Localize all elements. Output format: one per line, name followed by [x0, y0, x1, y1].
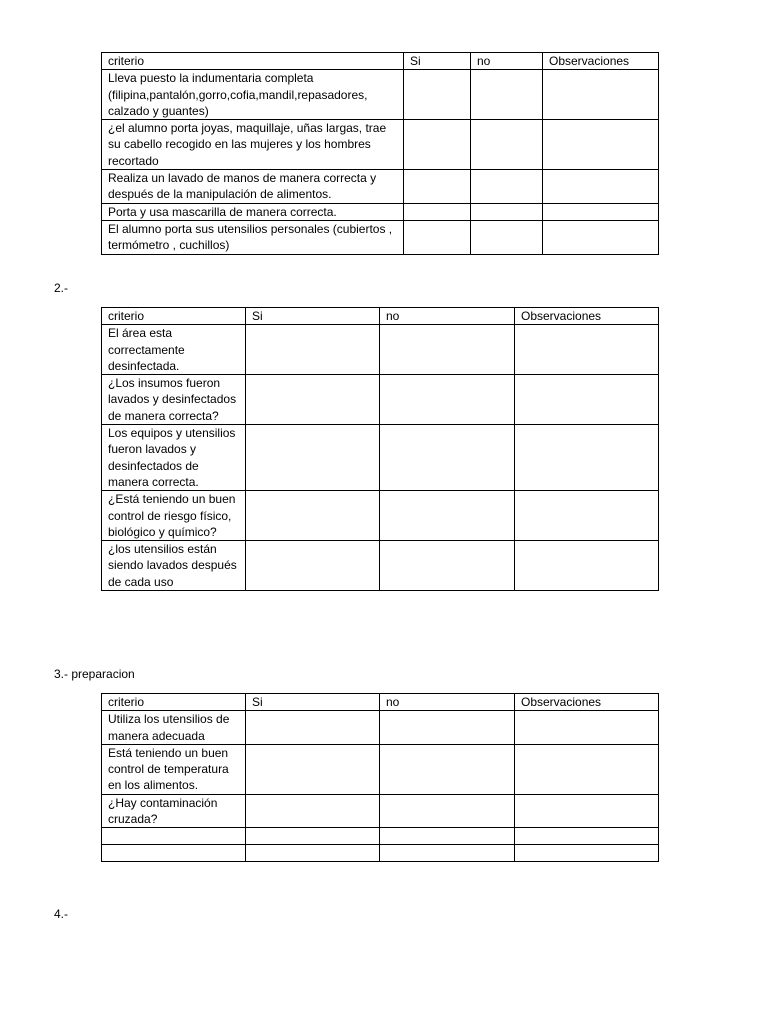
si-cell[interactable]: [246, 711, 380, 745]
observaciones-cell[interactable]: [543, 120, 659, 170]
header-observaciones: Observaciones: [543, 53, 659, 70]
header-observaciones: Observaciones: [515, 308, 659, 325]
no-cell[interactable]: [380, 541, 515, 591]
table-row: [102, 70, 659, 120]
observaciones-cell[interactable]: [515, 711, 659, 745]
no-cell[interactable]: [380, 828, 515, 845]
no-cell[interactable]: [380, 425, 515, 491]
header-no: no: [380, 694, 515, 711]
table-row: [102, 170, 659, 204]
no-cell[interactable]: [380, 744, 515, 794]
no-cell[interactable]: [471, 70, 543, 120]
evaluation-table-1: [101, 52, 659, 255]
observaciones-cell[interactable]: [515, 828, 659, 845]
criterion-cell: ¿Los insumos fueron lavados y desinfectados de manera correcta?: [102, 375, 246, 425]
si-cell[interactable]: [246, 425, 380, 491]
no-cell[interactable]: [380, 375, 515, 425]
criterion-cell: Lleva puesto la indumentaria completa (filipina,pantalón,gorro,cofia,mandil,repasadores, calzado y guantes): [102, 70, 404, 120]
no-cell[interactable]: [471, 170, 543, 204]
header-observaciones: Observaciones: [515, 694, 659, 711]
table-row: [102, 744, 659, 794]
table-header-row: [102, 53, 659, 70]
observaciones-cell[interactable]: [515, 425, 659, 491]
si-cell[interactable]: [246, 794, 380, 828]
criterion-cell: ¿Hay contaminación cruzada?: [102, 794, 246, 828]
table-row: [102, 203, 659, 220]
table-row: [102, 828, 659, 845]
no-cell[interactable]: [471, 120, 543, 170]
table-row: [102, 711, 659, 745]
table-row: [102, 425, 659, 491]
no-cell[interactable]: [471, 203, 543, 220]
no-cell[interactable]: [380, 845, 515, 862]
header-criterio: criterio: [102, 53, 404, 70]
observaciones-cell[interactable]: [515, 541, 659, 591]
si-cell[interactable]: [404, 70, 471, 120]
header-si: Si: [404, 53, 471, 70]
observaciones-cell[interactable]: [543, 70, 659, 120]
si-cell[interactable]: [246, 744, 380, 794]
observaciones-cell[interactable]: [515, 744, 659, 794]
criterion-cell: [102, 845, 246, 862]
table-header-row: [102, 308, 659, 325]
section-label-3: 3.- preparacion: [54, 667, 135, 681]
table-row: [102, 845, 659, 862]
no-cell[interactable]: [380, 794, 515, 828]
table-row: [102, 325, 659, 375]
section-label-4: 4.-: [54, 907, 69, 921]
si-cell[interactable]: [404, 120, 471, 170]
criterion-cell: ¿el alumno porta joyas, maquillaje, uñas largas, trae su cabello recogido en las mujeres y los hombres recortado: [102, 120, 404, 170]
header-criterio: criterio: [102, 694, 246, 711]
si-cell[interactable]: [246, 828, 380, 845]
evaluation-table-2: [101, 307, 659, 591]
no-cell[interactable]: [380, 325, 515, 375]
si-cell[interactable]: [246, 541, 380, 591]
criterion-cell: [102, 828, 246, 845]
table-row: [102, 220, 659, 254]
si-cell[interactable]: [404, 220, 471, 254]
criterion-cell: Porta y usa mascarilla de manera correcta.: [102, 203, 404, 220]
criterion-cell: El área esta correctamente desinfectada.: [102, 325, 246, 375]
si-cell[interactable]: [404, 203, 471, 220]
si-cell[interactable]: [246, 845, 380, 862]
no-cell[interactable]: [380, 491, 515, 541]
header-si: Si: [246, 308, 380, 325]
no-cell[interactable]: [380, 711, 515, 745]
criterion-cell: Utiliza los utensilios de manera adecuada: [102, 711, 246, 745]
observaciones-cell[interactable]: [515, 491, 659, 541]
si-cell[interactable]: [246, 491, 380, 541]
table-row: [102, 794, 659, 828]
si-cell[interactable]: [404, 170, 471, 204]
observaciones-cell[interactable]: [515, 325, 659, 375]
no-cell[interactable]: [471, 220, 543, 254]
evaluation-table-3: [101, 693, 659, 862]
header-criterio: criterio: [102, 308, 246, 325]
header-no: no: [471, 53, 543, 70]
observaciones-cell[interactable]: [515, 375, 659, 425]
table-row: [102, 120, 659, 170]
observaciones-cell[interactable]: [515, 794, 659, 828]
table-header-row: [102, 694, 659, 711]
criterion-cell: Realiza un lavado de manos de manera correcta y después de la manipulación de alimentos.: [102, 170, 404, 204]
table-row: [102, 541, 659, 591]
observaciones-cell[interactable]: [543, 220, 659, 254]
observaciones-cell[interactable]: [515, 845, 659, 862]
observaciones-cell[interactable]: [543, 170, 659, 204]
criterion-cell: ¿Está teniendo un buen control de riesgo físico, biológico y químico?: [102, 491, 246, 541]
criterion-cell: Los equipos y utensilios fueron lavados y desinfectados de manera correcta.: [102, 425, 246, 491]
table-row: [102, 491, 659, 541]
si-cell[interactable]: [246, 375, 380, 425]
si-cell[interactable]: [246, 325, 380, 375]
table-row: [102, 375, 659, 425]
header-no: no: [380, 308, 515, 325]
criterion-cell: ¿los utensilios están siendo lavados después de cada uso: [102, 541, 246, 591]
criterion-cell: El alumno porta sus utensilios personales (cubiertos , termómetro , cuchillos): [102, 220, 404, 254]
header-si: Si: [246, 694, 380, 711]
observaciones-cell[interactable]: [543, 203, 659, 220]
criterion-cell: Está teniendo un buen control de temperatura en los alimentos.: [102, 744, 246, 794]
section-label-2: 2.-: [54, 281, 69, 295]
